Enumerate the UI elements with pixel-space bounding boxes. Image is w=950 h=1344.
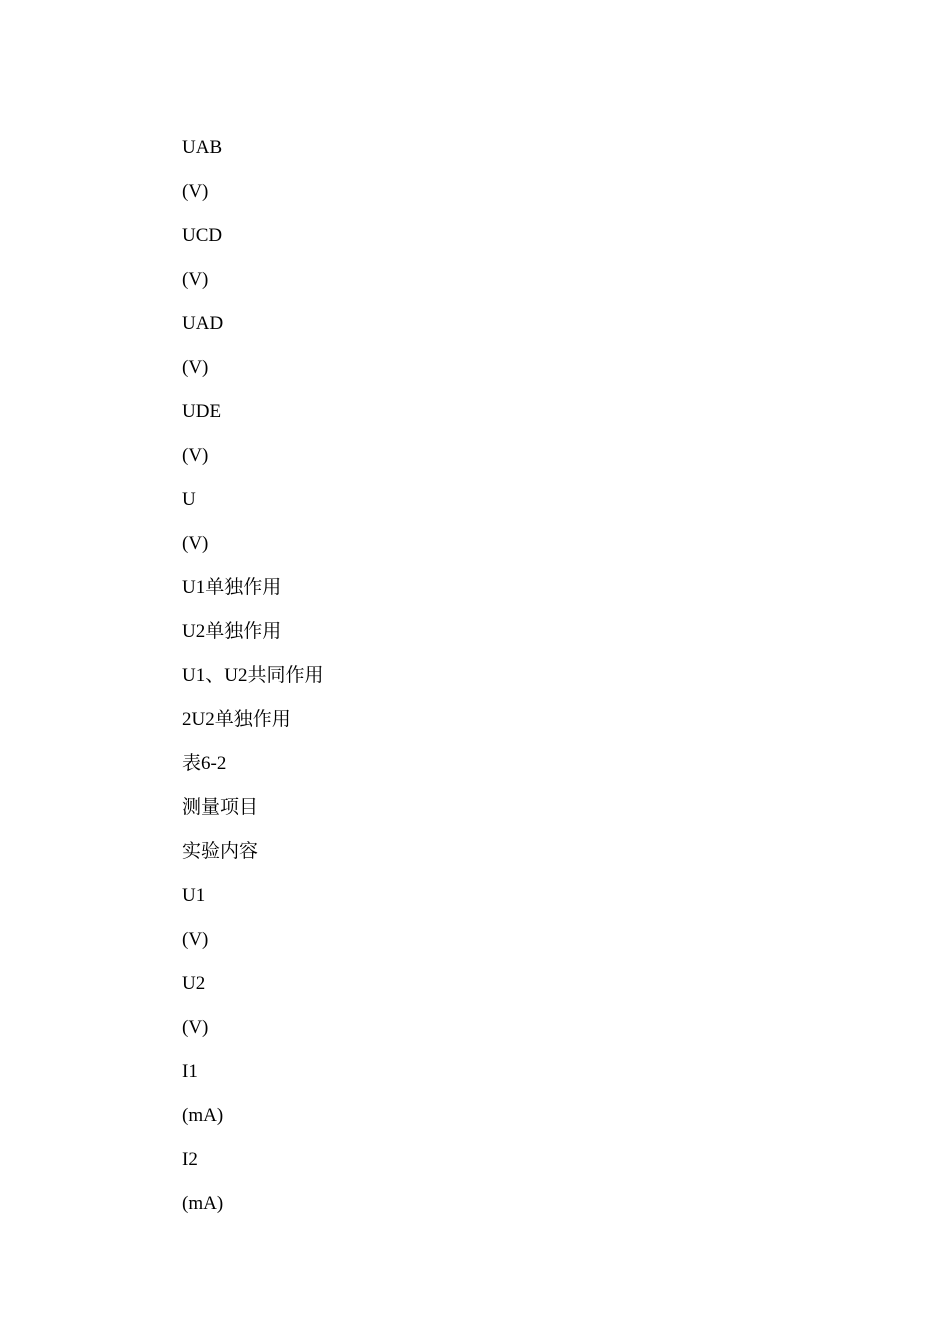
text-line-ude: UDE	[182, 401, 222, 422]
text-line-u: U	[182, 489, 196, 510]
text-line-u1-u2-together: U1、U2共同作用	[182, 665, 324, 686]
text-line-experiment-content: 实验内容	[182, 841, 259, 862]
text-line-u2: U2	[182, 973, 206, 994]
text-line-unit-v: (V)	[182, 1017, 209, 1038]
text-line-unit-v: (V)	[182, 929, 209, 950]
text-line-2u2-alone: 2U2单独作用	[182, 709, 291, 730]
text-line-u1: U1	[182, 885, 206, 906]
text-line-unit-v: (V)	[182, 181, 209, 202]
text-line-unit-ma: (mA)	[182, 1193, 224, 1214]
text-line-ucd: UCD	[182, 225, 223, 246]
text-line-i1: I1	[182, 1061, 198, 1082]
table-caption: 表6-2	[182, 753, 227, 774]
text-line-i2: I2	[182, 1149, 198, 1170]
text-line-unit-v: (V)	[182, 357, 209, 378]
text-line-unit-v: (V)	[182, 445, 209, 466]
text-line-unit-v: (V)	[182, 269, 209, 290]
text-line-uad: UAD	[182, 313, 224, 334]
text-line-u2-alone: U2单独作用	[182, 621, 282, 642]
text-line-unit-v: (V)	[182, 533, 209, 554]
text-line-measure-item: 测量项目	[182, 797, 259, 818]
text-line-unit-ma: (mA)	[182, 1105, 224, 1126]
document-page	[182, 132, 882, 1232]
text-line-u1-alone: U1单独作用	[182, 577, 282, 598]
text-line-uab: UAB	[182, 137, 223, 158]
